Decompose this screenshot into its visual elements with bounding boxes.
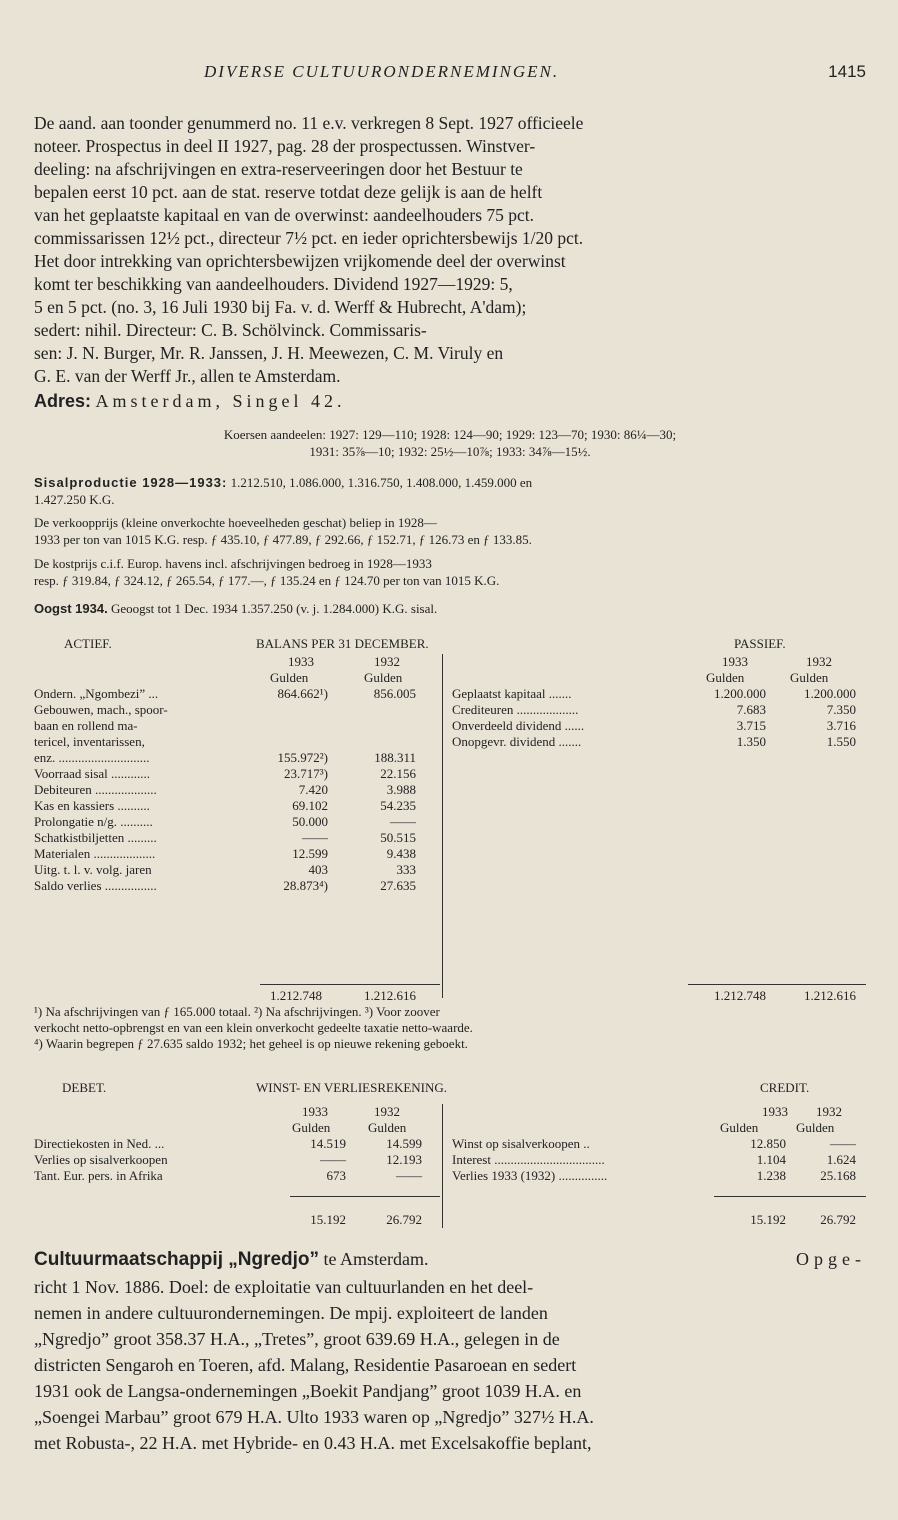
value-1933: 1.238 [756, 1168, 786, 1183]
company-line: „Soengei Marbau” groot 679 H.A. Ulto 1933 waren op „Ngredjo” 327½ H.A. [34, 1407, 594, 1427]
row-label: tericel, inventarissen, [34, 734, 145, 749]
value-1932: 1.550 [826, 734, 856, 749]
winst-title: WINST- EN VERLIESREKENING. [256, 1080, 448, 1095]
row-label: Crediteuren ................... [452, 702, 579, 717]
actief-heading: ACTIEF. [64, 636, 112, 651]
passief-total-1932: 1.212.616 [804, 988, 856, 1003]
row-label: Schatkistbiljetten ......... [34, 830, 157, 845]
row-label: baan en rollend ma- [34, 718, 138, 733]
total-rule [260, 984, 440, 985]
profit-loss-account [34, 1080, 866, 1230]
unit-label: Gulden [270, 670, 309, 685]
page-header [34, 62, 866, 86]
debet-total-1933: 15.192 [310, 1212, 346, 1227]
company-line: 1931 ook de Langsa-ondernemingen „Boekit Pandjang” groot 1039 H.A. en [34, 1381, 582, 1401]
value-1932: 856.005 [373, 686, 416, 701]
koersen-line: 1931: 35⅞—10; 1932: 25½—10⅞; 1933: 34⅞—15½. [309, 444, 591, 459]
value-1933: 403 [308, 862, 328, 877]
value-1932: 27.635 [380, 878, 416, 893]
year-label: 1933 [762, 1104, 788, 1119]
unit-label: Gulden [368, 1120, 407, 1135]
intro-line: deeling: na afschrijvingen en extra-reserveeringen door het Bestuur te [34, 159, 523, 179]
row-label: Uitg. t. l. v. volg. jaren [34, 862, 152, 877]
year-label: 1932 [816, 1104, 842, 1119]
value-1933: —— [320, 1152, 346, 1167]
koersen-line: Koersen aandeelen: 1927: 129—110; 1928: 124—90; 1929: 123—70; 1930: 86¼—30; [223, 427, 677, 442]
actief-total-1932: 1.212.616 [364, 988, 416, 1003]
value-1932: 7.350 [826, 702, 856, 717]
value-1933: 7.420 [298, 782, 328, 797]
value-1932: 1.200.000 [804, 686, 856, 701]
value-1932: 333 [396, 862, 416, 877]
oogst-label: Oogst 1934. [34, 601, 108, 616]
company-line: richt 1 Nov. 1886. Doel: de exploitatie van cultuurlanden en het deel- [34, 1277, 534, 1297]
opgericht-label: Opge- [796, 1249, 866, 1269]
value-1932: 3.988 [386, 782, 416, 797]
value-1932: 22.156 [380, 766, 416, 781]
passief-heading: PASSIEF. [734, 636, 786, 651]
verkoopprijs-line: 1933 per ton van 1015 K.G. resp. ƒ 435.10, ƒ 477.89, ƒ 292.66, ƒ 152.71, ƒ 126.73 en ƒ 133.85. [34, 532, 532, 547]
row-label: Tant. Eur. pers. in Afrika [34, 1168, 163, 1183]
column-divider [442, 1104, 443, 1228]
table-row [34, 1136, 866, 1152]
unit-label: Gulden [706, 670, 745, 685]
oogst-text: Geoogst tot 1 Dec. 1934 1.357.250 (v. j. 1.284.000) K.G. sisal. [110, 601, 438, 616]
value-1932: 14.599 [386, 1136, 422, 1151]
intro-line: komt ter beschikking van aandeelhouders. Dividend 1927—1929: 5, [34, 274, 513, 294]
row-label: Onopgevr. dividend ....... [452, 734, 582, 749]
unit-label: Gulden [720, 1120, 759, 1135]
column-divider [442, 654, 443, 998]
unit-label: Gulden [796, 1120, 835, 1135]
company-name: Cultuurmaatschappij „Ngredjo” [34, 1249, 320, 1270]
unit-label: Gulden [292, 1120, 331, 1135]
intro-line: G. E. van der Werff Jr., allen te Amsterdam. [34, 366, 341, 386]
total-rule [714, 1196, 866, 1197]
value-1932: 25.168 [820, 1168, 856, 1183]
kostprijs-line: De kostprijs c.i.f. Europ. havens incl. afschrijvingen bedroeg in 1928—1933 [34, 556, 432, 571]
unit-label: Gulden [364, 670, 403, 685]
row-label: Ondern. „Ngombezi” ... [34, 686, 159, 701]
footnote: ⁴) Waarin begrepen ƒ 27.635 saldo 1932; het geheel is op nieuwe rekening geboekt. [34, 1036, 468, 1051]
credit-total-1932: 26.792 [820, 1212, 856, 1227]
intro-line: van het geplaatste kapitaal en van de overwinst: aandeelhouders 75 pct. [34, 205, 535, 225]
table-row [34, 830, 866, 846]
address-value: Amsterdam, Singel 42. [95, 391, 346, 411]
address-label: Adres: [34, 391, 92, 411]
oogst-line [34, 600, 866, 617]
row-label: Winst op sisalverkoopen .. [452, 1136, 590, 1151]
intro-line: commissarissen 12½ pct., directeur 7½ pct. en ieder oprichtersbewijs 1/20 pct. [34, 228, 584, 248]
page-number: 1415 [828, 62, 866, 81]
company-line: nemen in andere cultuurondernemingen. De mpij. exploiteert de landen [34, 1303, 548, 1323]
year-label: 1933 [288, 654, 314, 669]
table-row [34, 1152, 866, 1168]
value-1932: 3.716 [826, 718, 856, 733]
company-line: „Ngredjo” groot 358.37 H.A., „Tretes”, groot 639.69 H.A., gelegen in de [34, 1329, 560, 1349]
value-1933: 69.102 [292, 798, 328, 813]
value-1932: —— [830, 1136, 856, 1151]
table-row [34, 862, 866, 878]
value-1932: 54.235 [380, 798, 416, 813]
table-row [34, 782, 866, 798]
unit-label: Gulden [790, 670, 829, 685]
sisal-values: 1.212.510, 1.086.000, 1.316.750, 1.408.000, 1.459.000 en [230, 475, 533, 490]
year-label: 1932 [374, 1104, 400, 1119]
kostprijs-line: resp. ƒ 319.84, ƒ 324.12, ƒ 265.54, ƒ 177.—, ƒ 135.24 en ƒ 124.70 per ton van 1015 K.G. [34, 573, 500, 588]
value-1933: 12.850 [750, 1136, 786, 1151]
value-1933: 864.662¹) [277, 686, 328, 701]
address-line [34, 390, 866, 412]
row-label: Saldo verlies ................ [34, 878, 157, 893]
debet-heading: DEBET. [62, 1080, 107, 1095]
value-1933: 673 [326, 1168, 346, 1183]
year-label: 1932 [374, 654, 400, 669]
row-label: Gebouwen, mach., spoor- [34, 702, 168, 717]
sisal-label: Sisalproductie 1928—1933: [34, 475, 228, 490]
footnote: ¹) Na afschrijvingen van ƒ 165.000 totaal. ²) Na afschrijvingen. ³) Voor zoover [34, 1004, 440, 1019]
value-1933: 155.972²) [277, 750, 328, 765]
table-row [34, 814, 866, 830]
row-label: Geplaatst kapitaal ....... [452, 686, 572, 701]
value-1932: —— [396, 1168, 422, 1183]
value-1933: 1.350 [736, 734, 766, 749]
value-1933: 3.715 [736, 718, 766, 733]
row-label: Verlies op sisalverkoopen [34, 1152, 168, 1167]
year-label: 1933 [722, 654, 748, 669]
value-1932: 12.193 [386, 1152, 422, 1167]
intro-line: Het door intrekking van oprichtersbewijzen vrijkomende deel der overwinst [34, 251, 566, 271]
balance-sheet [34, 636, 866, 1051]
credit-heading: CREDIT. [760, 1080, 810, 1095]
actief-total-1933: 1.212.748 [270, 988, 322, 1003]
table-row [34, 766, 866, 782]
sisal-production [34, 474, 866, 491]
footnote: verkocht netto-opbrengst en van een klein onverkocht gedeelte taxatie netto-waarde. [34, 1020, 473, 1035]
value-1933: 7.683 [736, 702, 766, 717]
row-label: Debiteuren ................... [34, 782, 157, 797]
row-label: enz. ............................ [34, 750, 150, 765]
row-label: Kas en kassiers .......... [34, 798, 150, 813]
table-row [34, 718, 866, 734]
value-1933: 50.000 [292, 814, 328, 829]
intro-line: noteer. Prospectus in deel II 1927, pag. 28 der prospectussen. Winstver- [34, 136, 536, 156]
total-rule [290, 1196, 440, 1197]
value-1932: 188.311 [374, 750, 416, 765]
sisal-line: 1.427.250 K.G. [34, 492, 115, 507]
value-1933: —— [302, 830, 328, 845]
table-row [34, 734, 866, 750]
value-1932: 1.624 [826, 1152, 856, 1167]
row-label: Voorraad sisal ............ [34, 766, 151, 781]
row-label: Interest .................................. [452, 1152, 605, 1167]
table-row [34, 750, 866, 766]
table-row [34, 878, 866, 894]
value-1933: 1.104 [756, 1152, 786, 1167]
company-location: te Amsterdam. [323, 1249, 429, 1269]
value-1932: —— [390, 814, 416, 829]
intro-line: 5 en 5 pct. (no. 3, 16 Juli 1930 bij Fa. v. d. Werff & Hubrecht, A'dam); [34, 297, 527, 317]
running-title: DIVERSE CULTUURONDERNEMINGEN. [204, 62, 560, 81]
value-1932: 9.438 [386, 846, 416, 861]
intro-line: De aand. aan toonder genummerd no. 11 e.v. verkregen 8 Sept. 1927 officieele [34, 113, 584, 133]
intro-line: sen: J. N. Burger, Mr. R. Janssen, J. H. Meewezen, C. M. Viruly en [34, 343, 504, 363]
value-1933: 1.200.000 [714, 686, 766, 701]
value-1933: 14.519 [310, 1136, 346, 1151]
row-label: Prolongatie n/g. .......... [34, 814, 153, 829]
table-row [34, 798, 866, 814]
table-row [34, 846, 866, 862]
intro-line: bepalen eerst 10 pct. aan de stat. reserve totdat deze gelijk is aan de helft [34, 182, 543, 202]
table-row [34, 702, 866, 718]
passief-total-1933: 1.212.748 [714, 988, 766, 1003]
intro-line: sedert: nihil. Directeur: C. B. Schölvinck. Commissaris- [34, 320, 427, 340]
table-row [34, 686, 866, 702]
value-1933: 23.717³) [284, 766, 328, 781]
value-1933: 28.873⁴) [283, 878, 328, 893]
row-label: Onverdeeld dividend ...... [452, 718, 585, 733]
verkoopprijs-line: De verkoopprijs (kleine onverkochte hoeveelheden geschat) beliep in 1928— [34, 515, 437, 530]
total-rule [688, 984, 866, 985]
year-label: 1932 [806, 654, 832, 669]
row-label: Verlies 1933 (1932) ............... [452, 1168, 608, 1183]
company-heading [34, 1248, 866, 1271]
table-row [34, 1168, 866, 1184]
credit-total-1933: 15.192 [750, 1212, 786, 1227]
balance-title: BALANS PER 31 DECEMBER. [256, 636, 429, 651]
value-1932: 50.515 [380, 830, 416, 845]
company-line: districten Sengaroh en Toeren, afd. Malang, Residentie Pasaroean en sedert [34, 1355, 577, 1375]
row-label: Materialen ................... [34, 846, 156, 861]
value-1933: 12.599 [292, 846, 328, 861]
company-line: met Robusta-, 22 H.A. met Hybride- en 0.43 H.A. met Excelsakoffie beplant, [34, 1433, 592, 1453]
debet-total-1932: 26.792 [386, 1212, 422, 1227]
year-label: 1933 [302, 1104, 328, 1119]
row-label: Directiekosten in Ned. ... [34, 1136, 165, 1151]
